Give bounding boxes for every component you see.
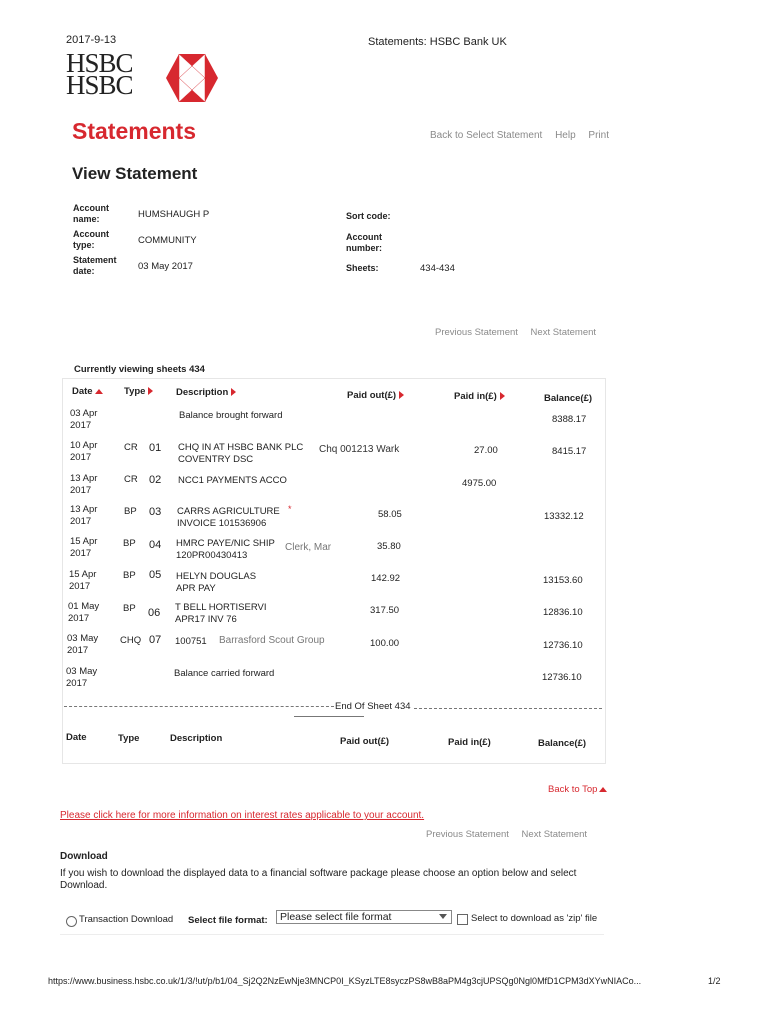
footer-type-header: Type (118, 733, 140, 744)
col-type-header[interactable]: Type (124, 386, 153, 397)
download-divider (60, 934, 604, 935)
download-instructions: If you wish to download the displayed data to a financial software package please choose an option below and select Download. (60, 868, 577, 891)
row-description: HELYN DOUGLAS APR PAY (176, 571, 257, 594)
row-number: 03 (149, 506, 162, 518)
row-number: 07 (149, 634, 162, 646)
row-type: CR (124, 474, 138, 485)
row-date: 03 May 2017 (66, 666, 98, 689)
sort-icon (148, 387, 153, 395)
row-paid-out: 58.05 (378, 509, 402, 520)
row-type: BP (123, 538, 136, 549)
row-paid-out: 317.50 (370, 605, 400, 616)
end-sheet-divider-right (414, 708, 602, 709)
footer-date-header: Date (66, 732, 87, 743)
footer-balance-header: Balance(£) (538, 738, 587, 749)
sort-icon (399, 391, 404, 399)
currently-viewing: Currently viewing sheets 434 (74, 364, 205, 375)
statement-date-label: Statement date: (73, 255, 117, 276)
row-date: 13 Apr 2017 (70, 504, 98, 527)
row-balance: 8388.17 (552, 414, 587, 425)
row-description: 100751 (175, 636, 207, 647)
row-balance: 13332.12 (544, 511, 584, 522)
row-date: 03 Apr 2017 (70, 408, 98, 431)
transaction-download-radio[interactable] (66, 913, 77, 931)
row-balance: 12736.10 (543, 640, 583, 651)
row-description: Balance brought forward (179, 410, 283, 421)
col-paid-in-header[interactable]: Paid in(£) (454, 391, 505, 402)
end-of-sheet-label: End Of Sheet 434 (335, 701, 411, 712)
row-description: NCC1 PAYMENTS ACCO (178, 475, 287, 486)
account-name-label: Account name: (73, 203, 109, 224)
end-sheet-divider-left (64, 706, 334, 707)
row-date: 13 Apr 2017 (70, 473, 98, 496)
page-heading: Statements (72, 118, 196, 144)
previous-statement-link[interactable]: Previous Statement (435, 327, 518, 338)
row-balance: 13153.60 (543, 575, 583, 586)
arrow-up-icon (599, 787, 607, 792)
row-description: CARRS AGRICULTURE INVOICE 101536906 (177, 506, 280, 529)
row-type: BP (123, 570, 136, 581)
interest-rates-link[interactable]: Please click here for more information on interest rates applicable to your account. (60, 810, 425, 821)
row-date: 10 Apr 2017 (70, 440, 98, 463)
row-description: T BELL HORTISERVI APR17 INV 76 (175, 602, 267, 625)
end-sheet-divider-bottom (294, 716, 364, 717)
checkbox-icon[interactable] (457, 914, 468, 925)
print-link[interactable]: Print (588, 130, 609, 141)
file-format-label: Select file format: (188, 915, 268, 926)
back-to-select-statement-link[interactable]: Back to Select Statement (430, 130, 543, 141)
row-number: 04 (149, 539, 162, 551)
row-date: 15 Apr 2017 (69, 569, 97, 592)
row-paid-in: 4975.00 (462, 478, 497, 489)
row-date: 15 Apr 2017 (70, 536, 98, 559)
account-name-value: HUMSHAUGH P (138, 209, 210, 220)
sort-code-label: Sort code: (346, 211, 391, 221)
print-date: 2017-9-13 (66, 34, 117, 46)
file-format-select[interactable] (276, 910, 452, 924)
row-type: CR (124, 442, 138, 453)
next-statement-link[interactable]: Next Statement (521, 829, 588, 840)
sort-icon (500, 392, 505, 400)
col-balance-header: Balance(£) (544, 393, 593, 404)
row-date: 03 May 2017 (67, 633, 99, 656)
footer-paid-in-header: Paid in(£) (448, 737, 491, 748)
top-links (430, 130, 619, 141)
row-type: BP (124, 506, 137, 517)
account-type-value: COMMUNITY (138, 235, 197, 246)
col-description-header[interactable]: Description (176, 387, 236, 398)
row-paid-out: 100.00 (370, 638, 400, 649)
help-link[interactable]: Help (555, 130, 576, 141)
row-number: 06 (148, 607, 161, 619)
row-paid-out: 35.80 (377, 541, 401, 552)
row-note: Chq 001213 Wark (319, 444, 400, 455)
sheets-value: 434-434 (420, 263, 455, 274)
sort-asc-icon (95, 389, 103, 394)
logo-text-2: HSBC (66, 70, 133, 100)
sort-icon (231, 388, 236, 396)
download-heading: Download (60, 851, 108, 862)
print-footer-url: https://www.business.hsbc.co.uk/1/3/!ut/p/b1/04_Sj2Q2NzEwNje3MNCP0I_KSyzLTE8syczPS8wB8aPM4g3cjUPSQg0Ngl0MfD1CPM3dXYwNIACo... (48, 976, 642, 986)
hsbc-hexagon-icon (166, 54, 218, 102)
row-balance: 12836.10 (543, 607, 583, 618)
previous-statement-link[interactable]: Previous Statement (426, 829, 509, 840)
row-balance: 12736.10 (542, 672, 582, 683)
row-type: CHQ (120, 635, 142, 646)
row-note: Clerk, Mar (285, 542, 332, 553)
sheets-label: Sheets: (346, 263, 379, 273)
footer-paid-out-header: Paid out(£) (340, 736, 390, 747)
hsbc-logo (66, 48, 221, 104)
print-page-title: Statements: HSBC Bank UK (368, 36, 507, 48)
chevron-down-icon (439, 914, 447, 919)
col-date-header[interactable]: Date (72, 386, 103, 397)
footer-description-header: Description (170, 733, 223, 744)
required-asterisk: * (288, 504, 292, 514)
row-date: 01 May 2017 (68, 601, 100, 624)
row-number: 01 (149, 442, 162, 454)
view-statement-title: View Statement (72, 164, 198, 183)
statement-nav-bottom (426, 829, 597, 840)
print-page-number: 1/2 (708, 976, 721, 986)
row-balance: 8415.17 (552, 446, 587, 457)
back-to-top-link[interactable]: Back to Top (548, 784, 607, 795)
row-paid-out: 142.92 (371, 573, 401, 584)
row-number: 05 (149, 569, 162, 581)
zip-checkbox-label: Select to download as 'zip' file (471, 913, 598, 924)
account-number-label: Account number: (346, 232, 382, 253)
account-type-label: Account type: (73, 229, 109, 250)
logo-text-1: HSBC (66, 48, 133, 78)
file-format-value: Please select file format (280, 911, 392, 923)
row-type: BP (123, 603, 136, 614)
row-note: Barrasford Scout Group (219, 635, 325, 646)
row-description: CHQ IN AT HSBC BANK PLC COVENTRY DSC (178, 442, 304, 465)
row-paid-in: 27.00 (474, 445, 498, 456)
row-description: Balance carried forward (174, 668, 275, 679)
col-paid-out-header[interactable]: Paid out(£) (347, 390, 404, 401)
next-statement-link[interactable]: Next Statement (530, 327, 597, 338)
row-description: HMRC PAYE/NIC SHIP 120PR00430413 (176, 538, 275, 561)
radio-button-icon[interactable] (66, 916, 77, 927)
row-number: 02 (149, 474, 162, 486)
statement-date-value: 03 May 2017 (138, 261, 193, 272)
zip-checkbox[interactable] (457, 911, 468, 929)
statement-nav-top (435, 327, 606, 338)
transaction-download-label: Transaction Download (79, 914, 174, 925)
